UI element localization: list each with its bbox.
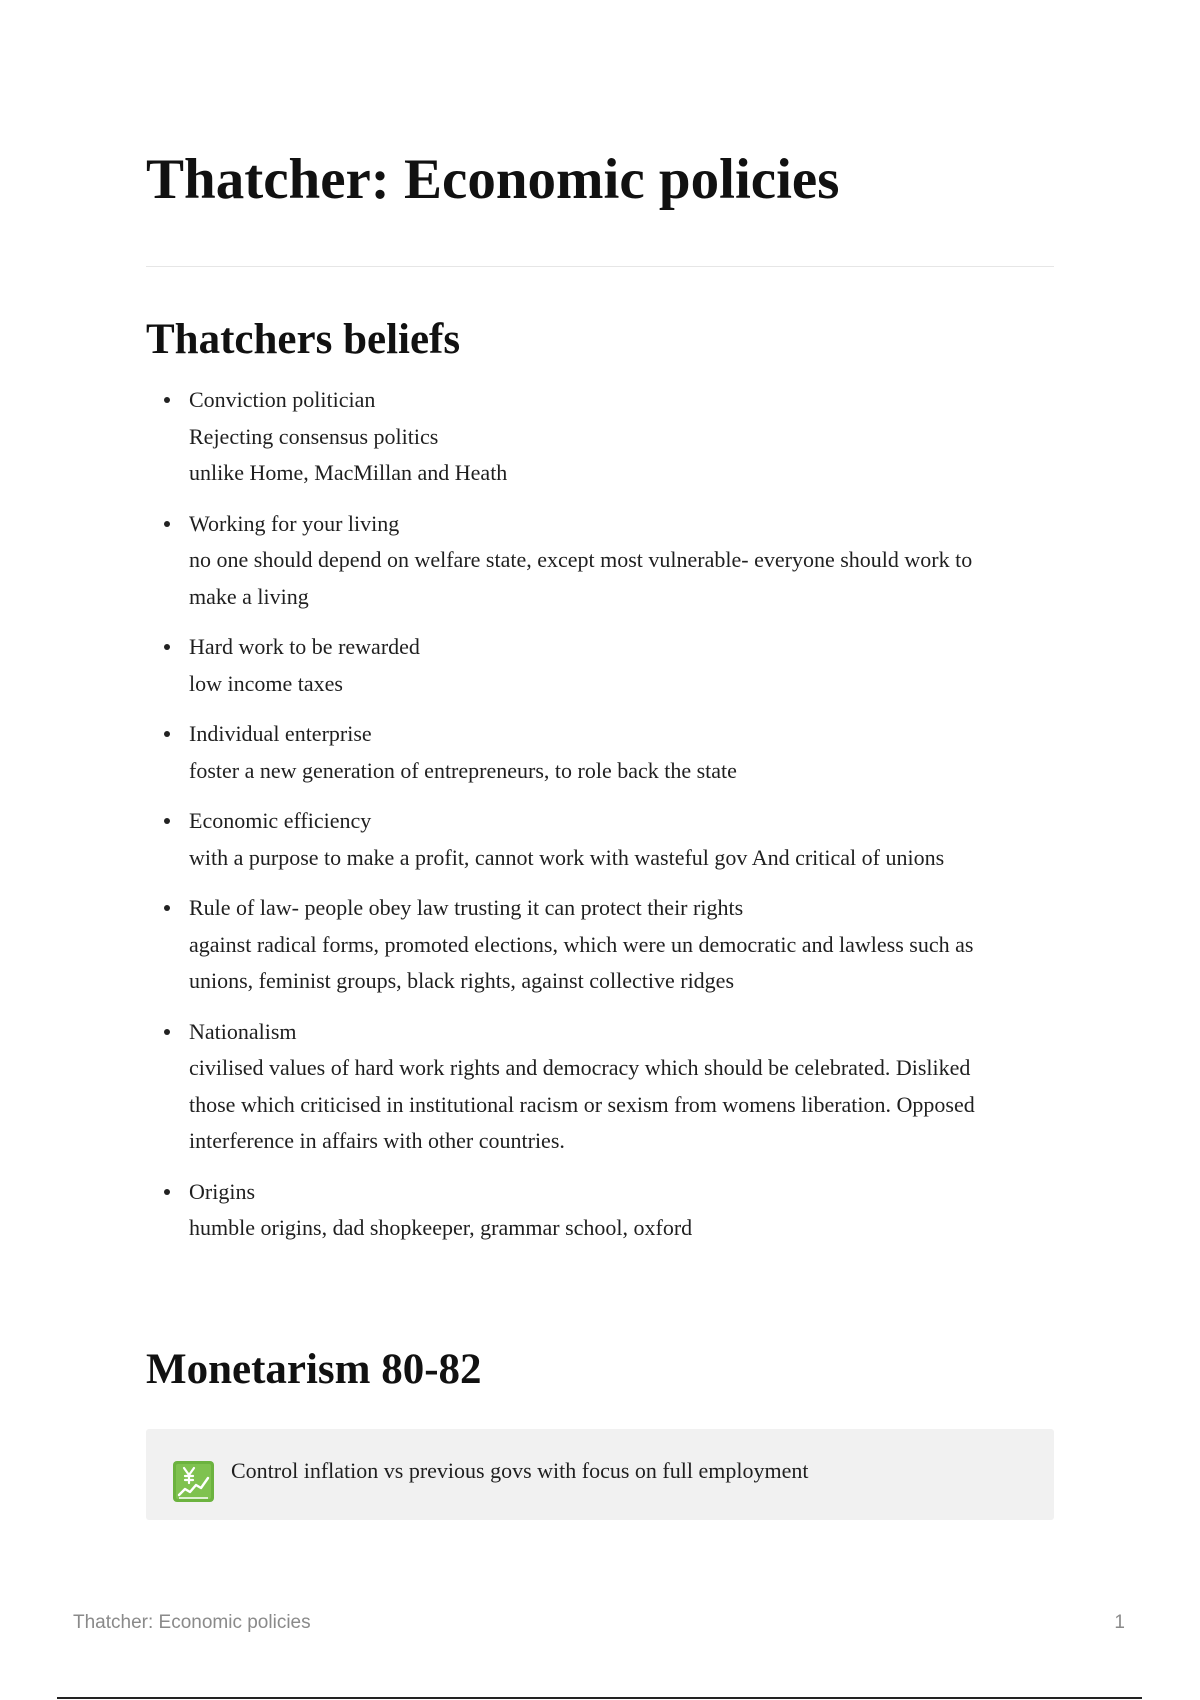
yen-chart-icon [173,1461,214,1502]
callout-text: Control inflation vs previous govs with focus on full employment [231,1458,809,1483]
list-item [146,890,1054,1000]
bullet-icon [164,521,170,527]
monetarism-heading: Monetarism 80-82 [146,1346,482,1393]
bullet-icon [164,905,170,911]
belief-title: Conviction politician [189,387,376,412]
bullet-icon [164,397,170,403]
belief-title: Nationalism [189,1018,297,1044]
belief-detail: with a purpose to make a profit, cannot work with wasteful gov And critical of unions [189,844,945,870]
belief-title: Economic efficiency [189,808,372,833]
belief-title: Individual enterprise [189,721,372,746]
belief-detail: humble origins, dad shopkeeper, grammar school, oxford [189,1215,693,1240]
list-item [146,1014,1054,1160]
list-item [146,716,1054,789]
belief-title: Origins [189,1178,255,1204]
list-item [146,803,1054,876]
list-item [146,506,1054,616]
bullet-icon [164,1189,170,1195]
beliefs-list [146,382,1054,1261]
belief-detail: make a living [189,583,309,609]
belief-detail: no one should depend on welfare state, except most vulnerable- everyone should work to [189,547,973,572]
page-bottom-divider [57,1697,1142,1699]
beliefs-heading: Thatchers beliefs [146,316,461,363]
belief-detail: civilised values of hard work rights and democracy which should be celebrated. Disliked [189,1055,971,1080]
title-divider [146,266,1054,267]
bullet-icon [164,818,170,824]
belief-detail: against radical forms, promoted elections, which were un democratic and lawless such as [189,931,974,957]
belief-detail: low income taxes [189,670,343,696]
belief-title: Working for your living [189,510,400,536]
belief-detail: unions, feminist groups, black rights, against collective ridges [189,968,735,993]
footer-title: Thatcher: Economic policies [73,1612,311,1633]
belief-detail: unlike Home, MacMillan and Heath [189,460,508,485]
belief-detail: interference in affairs with other countries. [189,1128,565,1153]
footer-page-number: 1 [1114,1612,1125,1633]
belief-title: Rule of law- people obey law trusting it can protect their rights [189,895,744,920]
bullet-icon [164,731,170,737]
list-item [146,629,1054,702]
belief-title: Hard work to be rewarded [189,634,420,659]
belief-detail: those which criticised in institutional racism or sexism from womens liberation. Opposed [189,1091,975,1117]
list-item [146,1174,1054,1247]
bullet-icon [164,644,170,650]
bullet-icon [164,1029,170,1035]
list-item [146,382,1054,492]
belief-detail: foster a new generation of entrepreneurs, to role back the state [189,757,737,783]
page-title: Thatcher: Economic policies [146,148,840,211]
monetarism-callout [146,1429,1054,1520]
belief-detail: Rejecting consensus politics [189,423,439,449]
